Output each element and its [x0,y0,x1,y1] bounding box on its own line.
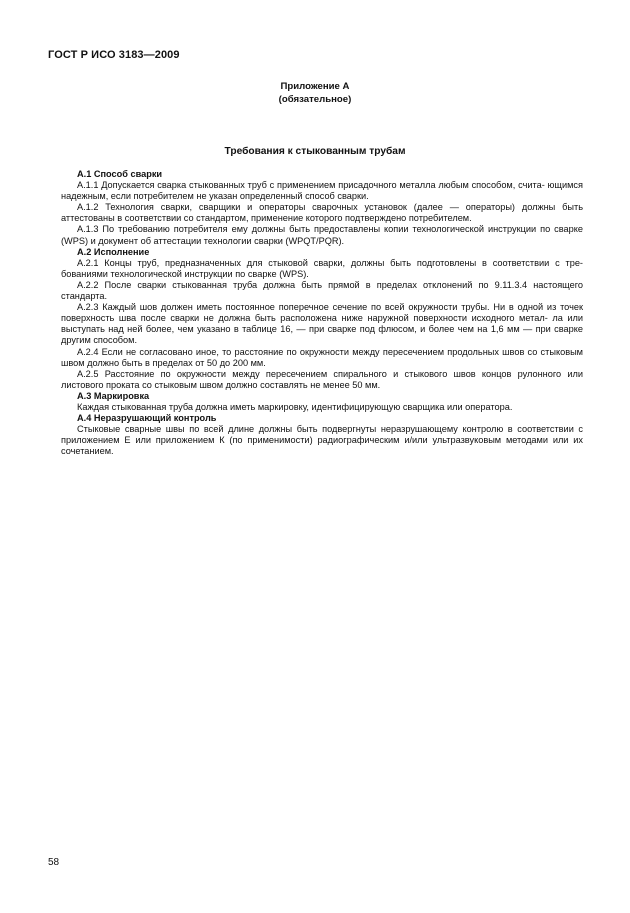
paragraph-a2-1: А.2.1 Концы труб, предназначенных для стыковой сварки, должны быть подготовлены в соответствии с тре- бованиями технологической инструкции по сварке (WPS). [61,257,583,279]
annex-status: (обязательное) [278,94,352,105]
paragraph-a1-1: А.1.1 Допускается сварка стыкованных труб с применением присадочного металла любым способом, счита- ющимся надежным, если потребителем не указан определенный способ сварки. [61,180,583,202]
paragraph-a3: Каждая стыкованная труба должна иметь маркировку, идентифицирующую сварщика или оператора. [77,401,513,412]
annex-label: Приложение А [280,81,350,92]
page-header-standard: ГОСТ Р ИСО 3183—2009 [48,49,180,61]
page-number: 58 [48,857,60,868]
section-heading-a2: А.2 Исполнение [77,246,150,257]
paragraph-a1-2: А.1.2 Технология сварки, сварщики и операторы сварочных установок (далее — операторы) должны быть аттестованы в соответствии со стандартом, применение которого подтверждено потребителем. [61,202,583,224]
paragraph-a1-3: А.1.3 По требованию потребителя ему должны быть предоставлены копии технологической инструкции по сварке (WPS) и документ об аттестации технологии сварки (WPQT/PQR). [61,224,583,246]
section-heading-a1: А.1 Способ сварки [77,169,163,179]
section-heading-a4: А.4 Неразрушающий контроль [77,413,217,424]
paragraph-a4: Стыковые сварные швы по всей длине должны быть подвергнуты неразрушающему контролю в соответствии с приложением Е или приложением К (по применимости) радиографическим и/или ультразвуковым методами или их сочетанием. [61,424,583,457]
document-body [61,169,583,457]
section-heading-a3: А.3 Маркировка [77,390,150,401]
annex-title: Требования к стыкованным трубам [224,146,406,157]
paragraph-a2-4: А.2.4 Если не согласовано иное, то расстояние по окружности между пересечением продольных швов со стыковым швом должно быть в пределах от 50 до 200 мм. [61,346,583,368]
paragraph-a2-2: А.2.2 После сварки стыкованная труба должна быть прямой в пределах отклонений по 9.11.3.4 настоящего стандарта. [61,279,583,302]
paragraph-a2-5: А.2.5 Расстояние по окружности между пересечением спирального и стыкового швов концов рулонного или листового проката со стыковым швом должно составлять не менее 50 мм. [61,368,583,390]
paragraph-a2-3: А.2.3 Каждый шов должен иметь постоянное поперечное сечение по всей окружности трубы. Ни в одной из точек поверхность шва после сварки не должна быть расположена ниже наружной поверхности исходного метал- ла или выступать над ней более, чем указано в таблице 16, — при сварке под флюсом, и более чем на 1,6 мм — при сварке другим способом. [61,302,583,346]
annex-heading [0,80,630,106]
